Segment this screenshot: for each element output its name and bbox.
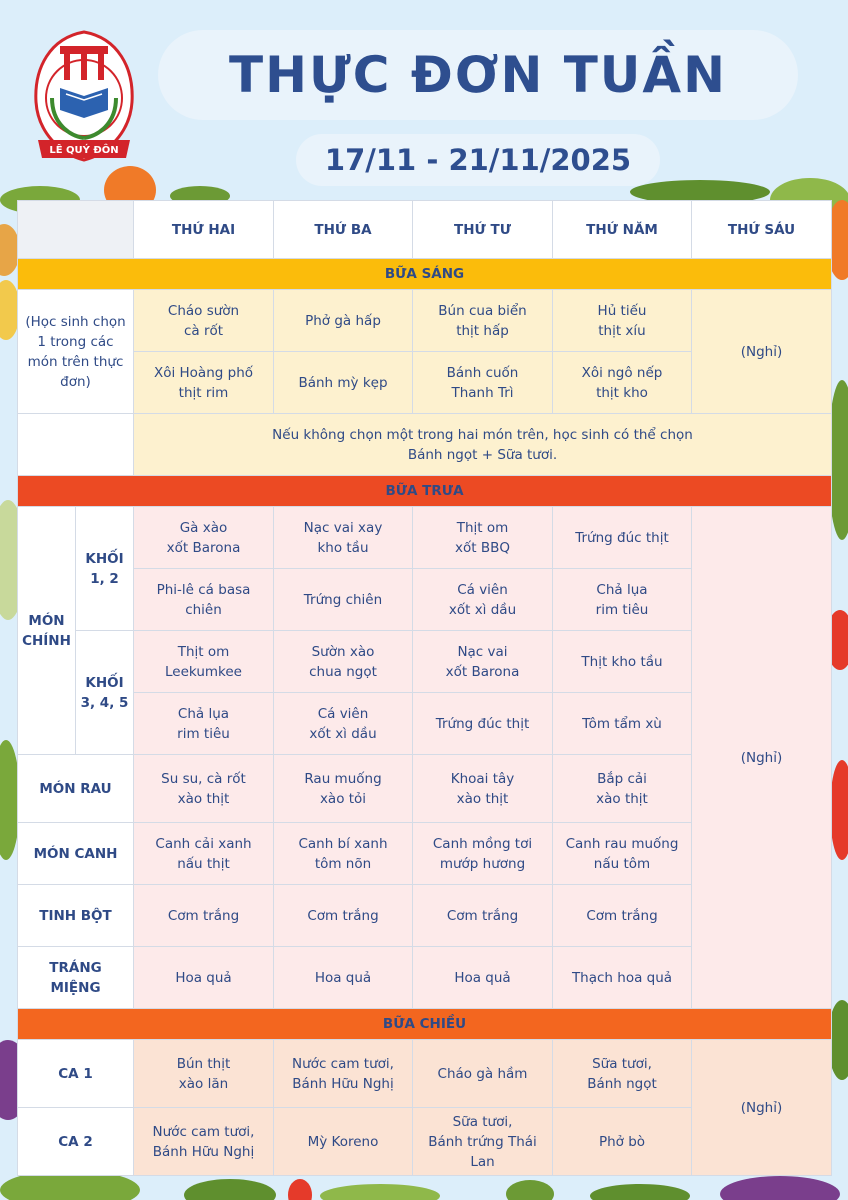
header-corner [18,201,134,259]
friday-off-cell: (Nghỉ) [692,290,832,414]
school-logo [30,28,138,166]
menu-cell: Canh mồng tơi mướp hương [413,823,553,885]
menu-cell: Thịt om xốt BBQ [413,507,553,569]
row-label: TINH BỘT [18,885,134,947]
menu-cell: Hoa quả [134,947,274,1009]
menu-cell: Tôm tẩm xù [553,693,692,755]
row-label: MÓN RAU [18,755,134,823]
breakfast-note: Nếu không chọn một trong hai món trên, học sinh có thể chọn Bánh ngọt + Sữa tươi. [134,414,832,476]
menu-cell: Trứng đúc thịt [413,693,553,755]
date-banner [296,134,660,186]
menu-cell: Cơm trắng [274,885,413,947]
menu-cell: Chả lụa rim tiêu [553,569,692,631]
menu-cell: Cơm trắng [134,885,274,947]
menu-cell: Bắp cải xào thịt [553,755,692,823]
menu-cell: Thịt kho tầu [553,631,692,693]
menu-cell: Canh rau muống nấu tôm [553,823,692,885]
menu-cell: Phở bò [553,1108,692,1176]
main-dish-label: MÓN CHÍNH [18,507,76,755]
day-header: THỨ BA [274,201,413,259]
menu-cell: Trứng đúc thịt [553,507,692,569]
menu-cell: Hủ tiếu thịt xíu [553,290,692,352]
menu-cell: Mỳ Koreno [274,1108,413,1176]
menu-cell: Nạc vai xốt Barona [413,631,553,693]
menu-cell: Nước cam tươi, Bánh Hữu Nghị [274,1040,413,1108]
menu-cell: Bánh cuốn Thanh Trì [413,352,553,414]
table-row [18,1040,832,1108]
menu-cell: Bún cua biển thịt hấp [413,290,553,352]
menu-cell: Xôi ngô nếp thịt kho [553,352,692,414]
day-header: THỨ HAI [134,201,274,259]
menu-cell: Hoa quả [274,947,413,1009]
date-range: 17/11 - 21/11/2025 [324,143,632,177]
day-header: THỨ SÁU [692,201,832,259]
grade-label: KHỐI 1, 2 [76,507,134,631]
logo-text: LÊ QUÝ ĐÔN [49,145,119,156]
menu-cell: Canh bí xanh tôm nõn [274,823,413,885]
lunch-section-bar [18,476,832,507]
blank-cell [18,414,134,476]
row-label: CA 1 [18,1040,134,1108]
breakfast-side-note [18,290,134,414]
menu-cell: Cá viên xốt xì dầu [413,569,553,631]
menu-cell: Sữa tươi, Bánh trứng Thái Lan [413,1108,553,1176]
menu-cell: Canh cải xanh nấu thịt [134,823,274,885]
afternoon-section-bar [18,1009,832,1040]
side-note-text: (Học sinh chọn 1 trong các món trên thực đơn) [25,313,126,390]
row-label: CA 2 [18,1108,134,1176]
table-row [18,290,832,352]
day-header: THỨ TƯ [413,201,553,259]
row-label: TRÁNG MIỆNG [18,947,134,1009]
menu-cell: Chả lụa rim tiêu [134,693,274,755]
menu-table [17,200,832,1176]
section-title: BỮA CHIỀU [18,1009,832,1040]
menu-cell: Cơm trắng [413,885,553,947]
menu-cell: Su su, cà rốt xào thịt [134,755,274,823]
menu-cell: Phở gà hấp [274,290,413,352]
friday-off-cell: (Nghỉ) [692,507,832,1009]
menu-cell: Cháo gà hầm [413,1040,553,1108]
menu-cell: Sữa tươi, Bánh ngọt [553,1040,692,1108]
menu-cell: Gà xào xốt Barona [134,507,274,569]
section-title: BỮA SÁNG [18,259,832,290]
menu-cell: Thạch hoa quả [553,947,692,1009]
title-banner [158,30,798,120]
menu-cell: Bún thịt xào lăn [134,1040,274,1108]
page-title: THỰC ĐƠN TUẦN [229,46,727,104]
menu-cell: Cá viên xốt xì dầu [274,693,413,755]
breakfast-section-bar [18,259,832,290]
menu-cell: Phi-lê cá basa chiên [134,569,274,631]
table-row [18,414,832,476]
menu-cell: Khoai tây xào thịt [413,755,553,823]
menu-cell: Rau muống xào tỏi [274,755,413,823]
menu-cell: Xôi Hoàng phố thịt rim [134,352,274,414]
section-title: BỮA TRƯA [18,476,832,507]
day-header: THỨ NĂM [553,201,692,259]
menu-cell: Nước cam tươi, Bánh Hữu Nghị [134,1108,274,1176]
menu-cell: Cơm trắng [553,885,692,947]
menu-cell: Trứng chiên [274,569,413,631]
menu-cell: Hoa quả [413,947,553,1009]
day-header-row [18,201,832,259]
row-label: MÓN CANH [18,823,134,885]
menu-cell: Nạc vai xay kho tầu [274,507,413,569]
menu-cell: Bánh mỳ kẹp [274,352,413,414]
grade-label: KHỐI 3, 4, 5 [76,631,134,755]
menu-cell: Cháo sườn cà rốt [134,290,274,352]
table-row [18,507,832,569]
menu-cell: Thịt om Leekumkee [134,631,274,693]
friday-off-cell: (Nghỉ) [692,1040,832,1176]
menu-cell: Sườn xào chua ngọt [274,631,413,693]
